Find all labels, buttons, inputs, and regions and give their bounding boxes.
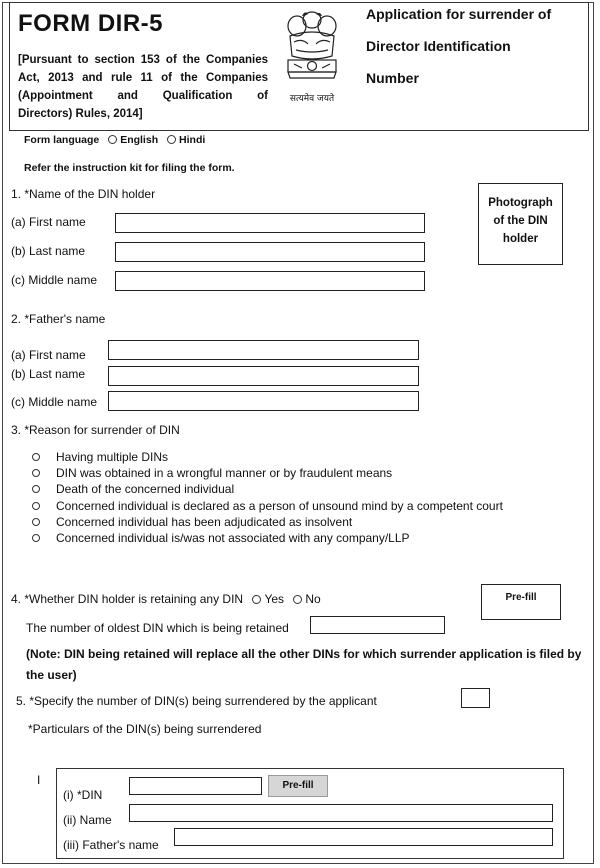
reason-label: Concerned individual is declared as a person of unsound mind by a competent court (56, 498, 503, 513)
reason-list (30, 449, 503, 546)
section3-heading: 3. *Reason for surrender of DIN (11, 423, 180, 437)
section1-middle-name-label: (c) Middle name (11, 273, 98, 287)
reason-label: Death of the concerned individual (56, 482, 235, 497)
row-index: I (37, 773, 41, 787)
radio-circle-icon[interactable] (32, 534, 40, 542)
section4-question-text: 4. *Whether DIN holder is retaining any DIN (11, 592, 244, 606)
radio-hindi[interactable] (167, 135, 176, 144)
section4-prefill-button[interactable]: Pre-fill (481, 584, 561, 620)
section2-last-name-input[interactable] (108, 366, 419, 386)
photograph-box[interactable] (478, 183, 563, 265)
reason-label: Concerned individual is/was not associated with any company/LLP (56, 531, 410, 546)
section1-middle-name-input[interactable] (115, 271, 425, 291)
photo-line: holder (502, 233, 539, 245)
section4-question (11, 592, 321, 606)
din-prefill-button[interactable]: Pre-fill (268, 775, 328, 797)
father-name-input[interactable] (174, 828, 553, 846)
reason-option[interactable] (30, 530, 503, 546)
pursuant-line: Directors) Rules, 2014] (18, 108, 143, 120)
reason-option[interactable] (30, 449, 503, 465)
radio-circle-icon[interactable] (32, 453, 40, 461)
application-title-line: Application for surrender of (366, 6, 552, 22)
radio-yes[interactable] (252, 595, 261, 604)
particulars-label: *Particulars of the DIN(s) being surrendered (28, 722, 262, 736)
photo-line: of the DIN (493, 215, 548, 227)
radio-english[interactable] (108, 135, 117, 144)
section1-heading: 1. *Name of the DIN holder (11, 187, 156, 201)
oldest-din-label: The number of oldest DIN which is being retained (26, 621, 289, 635)
section2-first-name-label: (a) First name (11, 348, 86, 362)
radio-no[interactable] (293, 595, 302, 604)
pursuant-line: Act, 2013 and rule 11 of the Companies (18, 72, 268, 84)
name-input[interactable] (129, 804, 553, 822)
national-emblem-icon (272, 6, 352, 106)
section1-first-name-input[interactable] (115, 213, 425, 233)
application-title-line: Number (366, 70, 419, 86)
reason-label: Concerned individual has been adjudicated as insolvent (56, 514, 353, 529)
form-title: FORM DIR-5 (18, 10, 163, 37)
section2-last-name-label: (b) Last name (11, 367, 86, 381)
instruction-text: Refer the instruction kit for filing the form. (24, 162, 235, 174)
photo-line: Photograph (488, 197, 553, 209)
din-count-input[interactable] (461, 688, 490, 708)
option-no: No (305, 592, 321, 606)
radio-circle-icon[interactable] (32, 469, 40, 477)
section2-middle-name-label: (c) Middle name (11, 395, 98, 409)
section4-note: (Note: DIN being retained will replace all the other DINs for which surrender application is filed by the user) (26, 647, 582, 682)
reason-option[interactable] (30, 465, 503, 481)
reason-option[interactable] (30, 514, 503, 530)
form-language (24, 134, 205, 146)
name-label: (ii) Name (63, 813, 112, 827)
father-name-label: (iii) Father's name (63, 838, 159, 852)
reason-option[interactable] (30, 498, 503, 514)
application-title (366, 0, 581, 94)
section2-middle-name-input[interactable] (108, 391, 419, 411)
radio-circle-icon[interactable] (32, 485, 40, 493)
oldest-din-input[interactable] (310, 616, 445, 634)
form-language-label: Form language (24, 134, 100, 146)
application-title-line: Director Identification (366, 38, 511, 54)
reason-label: Having multiple DINs (56, 450, 169, 465)
radio-circle-icon[interactable] (32, 502, 40, 510)
section2-heading: 2. *Father's name (11, 312, 106, 326)
reason-option[interactable] (30, 481, 503, 497)
din-input[interactable] (129, 777, 262, 795)
emblem-motto: सत्यमेव जयते (289, 94, 335, 104)
section5-question: 5. *Specify the number of DIN(s) being surrendered by the applicant (16, 694, 377, 708)
section1-last-name-label: (b) Last name (11, 244, 86, 258)
reason-label: DIN was obtained in a wrongful manner or by fraudulent means (56, 466, 393, 481)
pursuant-line: (Appointment and Qualification of (18, 90, 268, 102)
din-label: (i) *DIN (63, 788, 103, 802)
section1-last-name-input[interactable] (115, 242, 425, 262)
pursuant-line: [Pursuant to section 153 of the Companies (18, 54, 268, 66)
radio-circle-icon[interactable] (32, 518, 40, 526)
pursuant-text (18, 51, 268, 123)
option-yes: Yes (264, 592, 285, 606)
option-english: English (120, 134, 159, 146)
section1-first-name-label: (a) First name (11, 215, 86, 229)
section2-first-name-input[interactable] (108, 340, 419, 360)
option-hindi: Hindi (179, 134, 206, 146)
